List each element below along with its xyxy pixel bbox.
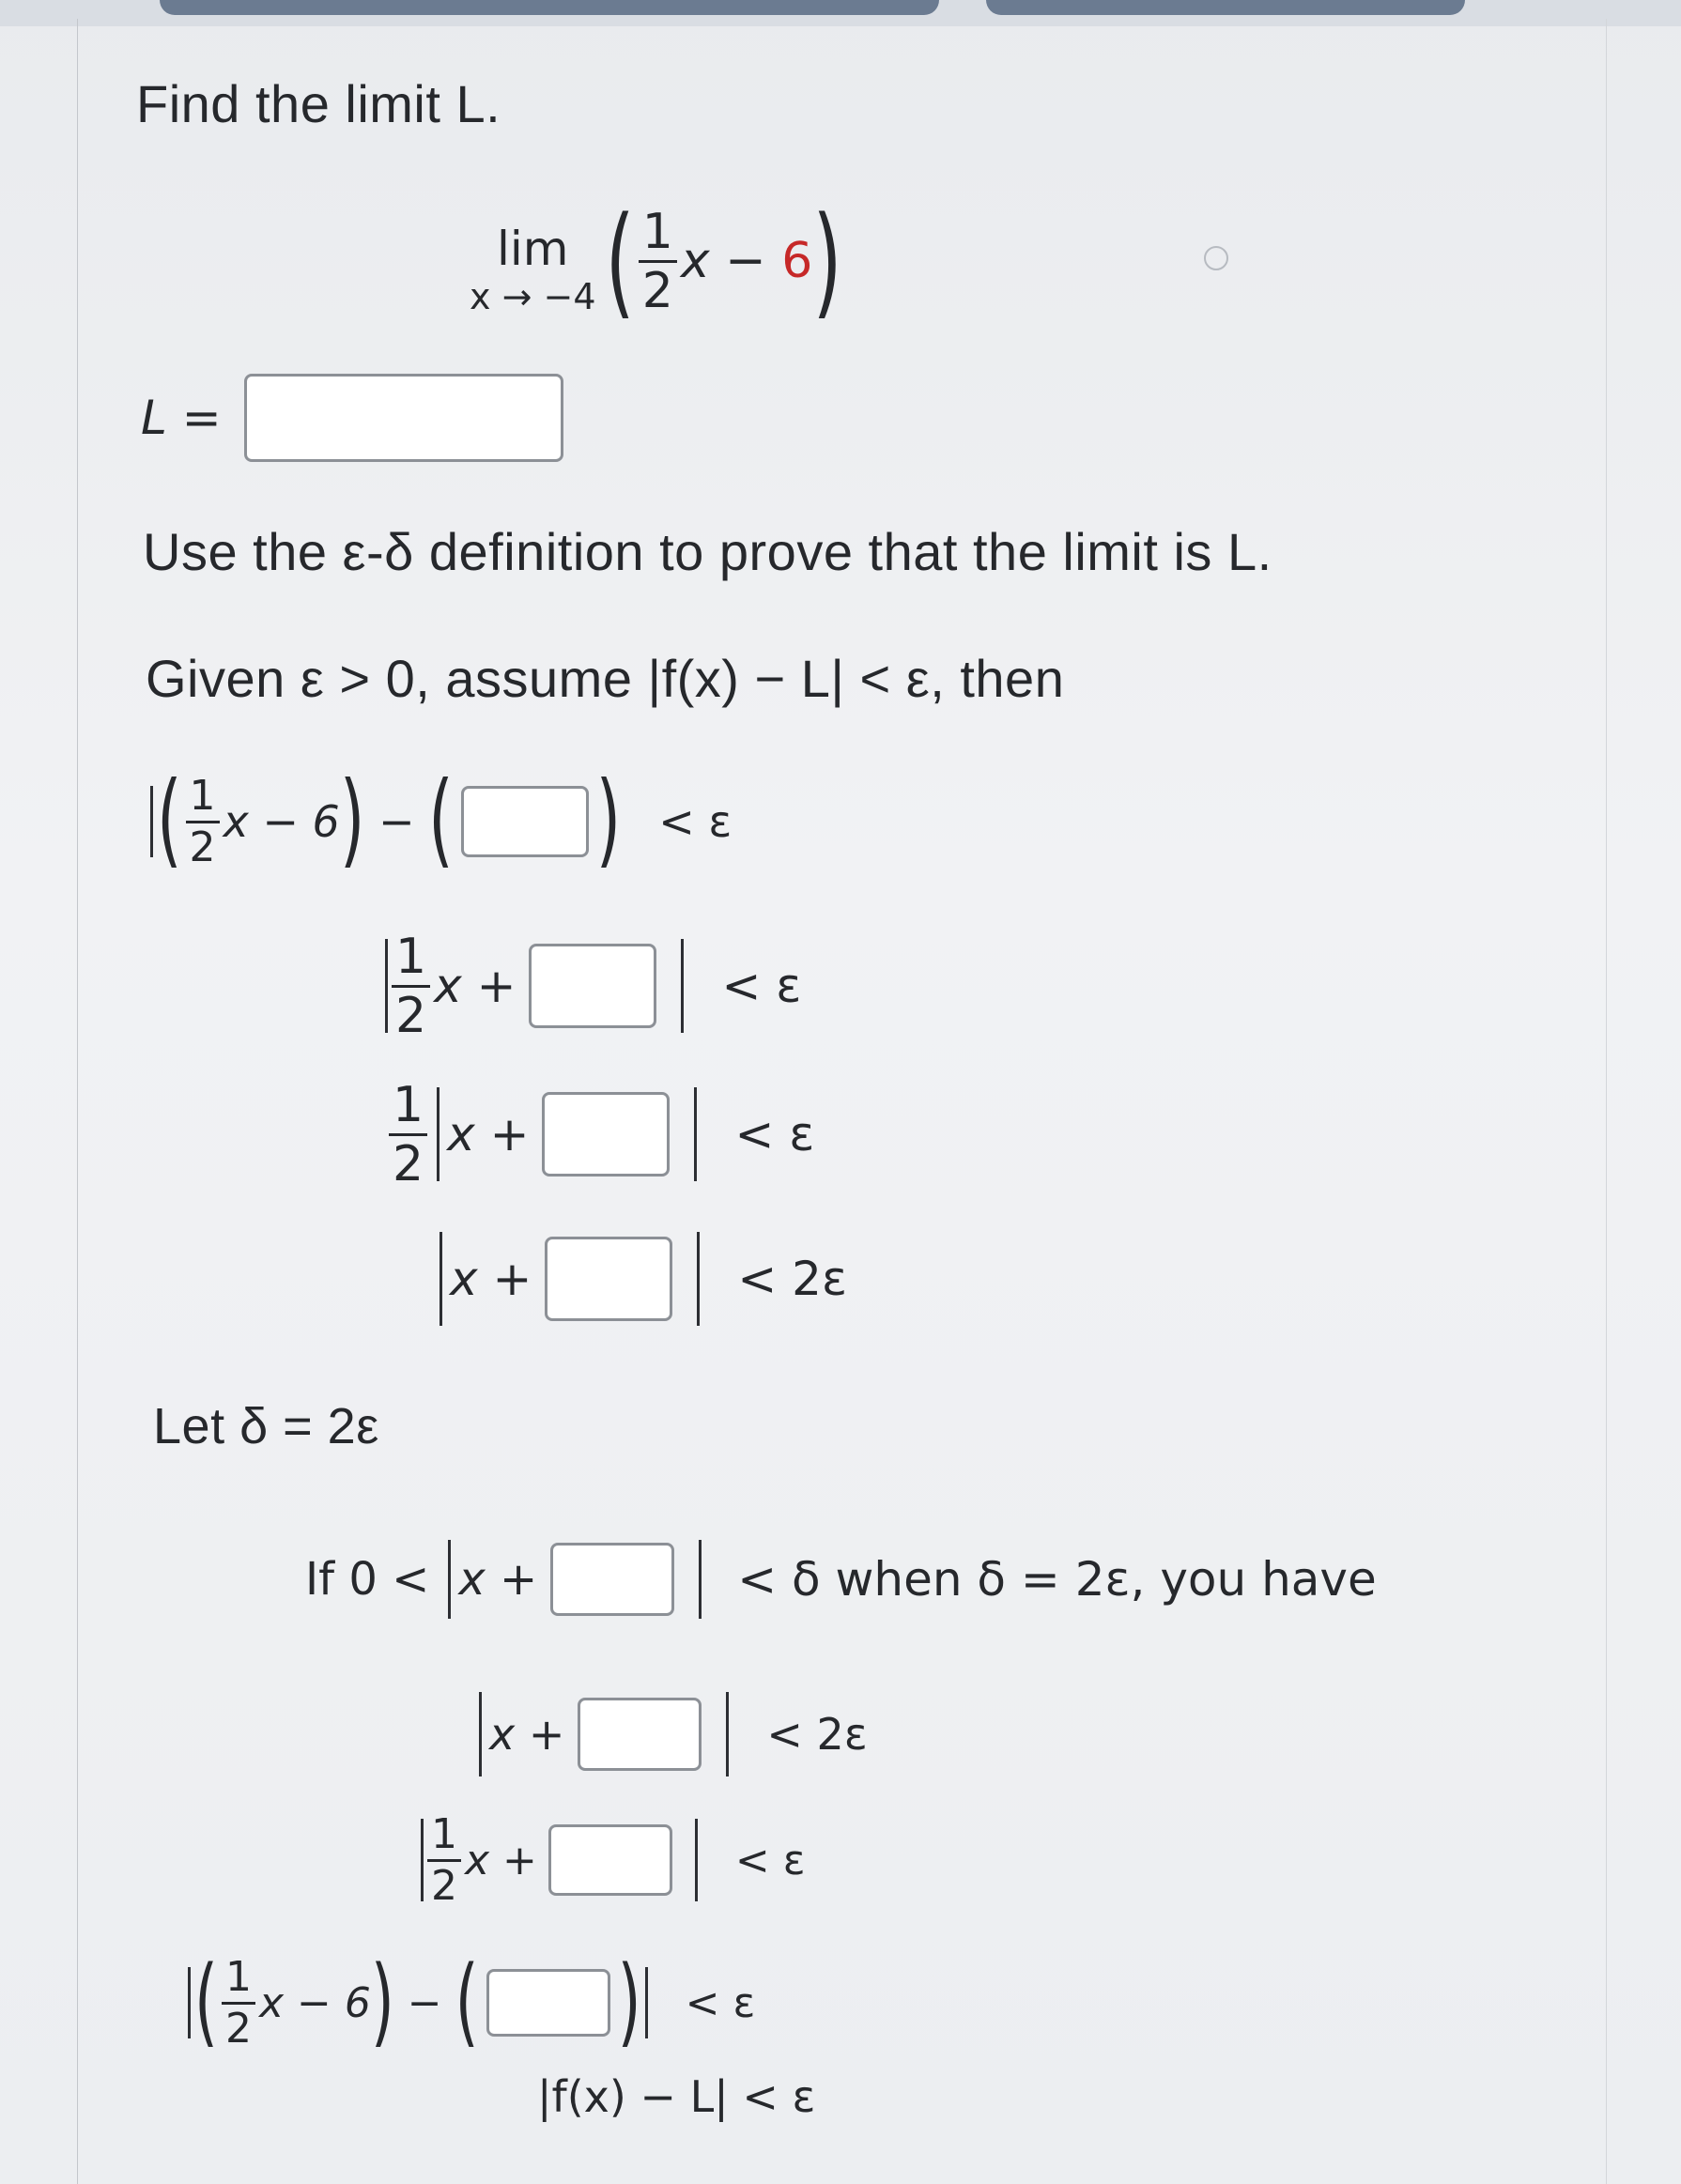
relation: < ε [734, 1836, 806, 1884]
content-border [1606, 19, 1607, 2184]
proof1-L-input[interactable] [461, 786, 589, 857]
relation: < ε [734, 1107, 815, 1161]
instruction-text: Use the ε-δ definition to prove that the limit is L. [143, 522, 1272, 581]
proof2-conclusion: |f(x) − L| < ε [537, 2071, 816, 2122]
relation: < ε [721, 959, 802, 1013]
expr-x-plus: x + [450, 1252, 532, 1306]
fraction-numerator: 1 [392, 932, 430, 988]
edit-icon [1204, 246, 1228, 270]
minus-sign: − [364, 796, 429, 847]
open-paren: ( [428, 761, 454, 881]
delta-condition: < δ when δ = 2ε, you have [737, 1552, 1377, 1607]
limit-expression [470, 191, 842, 331]
proof1-line3 [385, 1078, 814, 1191]
abs-bar [694, 1087, 697, 1181]
fraction-half [186, 771, 220, 871]
relation: < ε [658, 796, 733, 847]
variable-x: x [680, 233, 710, 289]
expr-x-plus: x + [434, 959, 517, 1013]
proof2-L-input[interactable] [486, 1969, 610, 2037]
proof1-line2-input[interactable] [529, 944, 656, 1028]
abs-bar [385, 939, 388, 1033]
expr-x-plus: x + [465, 1836, 537, 1884]
expr-x-plus: x + [458, 1553, 538, 1606]
close-paren: ) [812, 191, 842, 331]
proof2-line2 [479, 1683, 868, 1786]
fraction-half [222, 1952, 255, 2053]
content-border [77, 19, 78, 2184]
proof1-line4 [440, 1223, 847, 1335]
fraction-numerator: 1 [389, 1081, 427, 1136]
fraction-denominator: 2 [393, 1135, 424, 1192]
proof2-line1 [305, 1532, 1377, 1626]
open-paren: ( [157, 761, 182, 881]
expr-x-minus-6: x − 6 [223, 796, 340, 847]
proof1-line3-input[interactable] [542, 1092, 670, 1177]
fraction-denominator: 2 [431, 1861, 457, 1910]
proof2-line3-input[interactable] [548, 1824, 672, 1896]
abs-bar [697, 1232, 700, 1326]
abs-bar [421, 1819, 424, 1901]
abs-bar [699, 1540, 702, 1619]
proof2-line3 [421, 1808, 806, 1912]
question-title: Find the limit L. [136, 74, 501, 133]
expr-x-plus: x + [447, 1107, 530, 1161]
proof2-line1-input[interactable] [550, 1543, 674, 1616]
limit-answer-input[interactable] [244, 374, 563, 462]
proof1-line4-input[interactable] [545, 1237, 672, 1321]
close-paren: ) [370, 1946, 394, 2059]
fraction-denominator: 2 [189, 823, 216, 871]
expr-x-minus-6: x − 6 [258, 1978, 371, 2027]
proof1-line1 [150, 761, 733, 881]
toolbar-tab [986, 0, 1465, 15]
fraction-half [392, 928, 430, 1044]
expr-x-plus: x + [489, 1709, 565, 1760]
fraction-half [389, 1076, 427, 1192]
abs-bar [150, 786, 153, 857]
if-prefix: If 0 < [305, 1553, 430, 1606]
let-delta-text: Let δ = 2ε [153, 1398, 379, 1454]
fraction-numerator: 1 [222, 1957, 255, 2005]
constant-term: 6 [781, 233, 813, 289]
open-paren: ( [455, 1946, 479, 2059]
minus-sign: − [709, 233, 782, 289]
relation: < ε [685, 1978, 756, 2027]
open-paren: ( [194, 1946, 218, 2059]
close-paren: ) [617, 1946, 641, 2059]
fraction-half [639, 203, 677, 319]
answer-label: L = [141, 391, 222, 445]
close-paren: ) [595, 761, 622, 881]
abs-bar [645, 1967, 648, 2038]
lim-subscript: x → −4 [470, 276, 596, 317]
proof2-line4 [188, 1946, 756, 2059]
fraction-half [427, 1809, 461, 1910]
fraction-numerator: 1 [427, 1814, 461, 1862]
abs-bar [188, 1967, 191, 2038]
abs-bar [440, 1232, 442, 1326]
proof2-line2-input[interactable] [578, 1698, 702, 1771]
fraction-denominator: 2 [641, 262, 673, 319]
abs-bar [695, 1819, 698, 1901]
lim-operator: lim [497, 222, 569, 276]
abs-bar [448, 1540, 451, 1619]
abs-bar [726, 1692, 729, 1776]
proof1-line2 [385, 930, 801, 1042]
relation: < 2ε [737, 1252, 848, 1306]
open-paren: ( [605, 191, 635, 331]
abs-bar [681, 939, 684, 1033]
fraction-numerator: 1 [186, 776, 220, 823]
given-text: Given ε > 0, assume |f(x) − L| < ε, then [146, 649, 1065, 708]
fraction-denominator: 2 [224, 2004, 252, 2053]
abs-bar [437, 1087, 440, 1181]
abs-bar [479, 1692, 482, 1776]
relation: < 2ε [766, 1709, 868, 1760]
toolbar-tab [160, 0, 939, 15]
fraction-numerator: 1 [639, 208, 677, 263]
fraction-denominator: 2 [395, 987, 427, 1044]
answer-row [141, 374, 563, 462]
close-paren: ) [339, 761, 365, 881]
minus-sign: − [393, 1978, 455, 2027]
